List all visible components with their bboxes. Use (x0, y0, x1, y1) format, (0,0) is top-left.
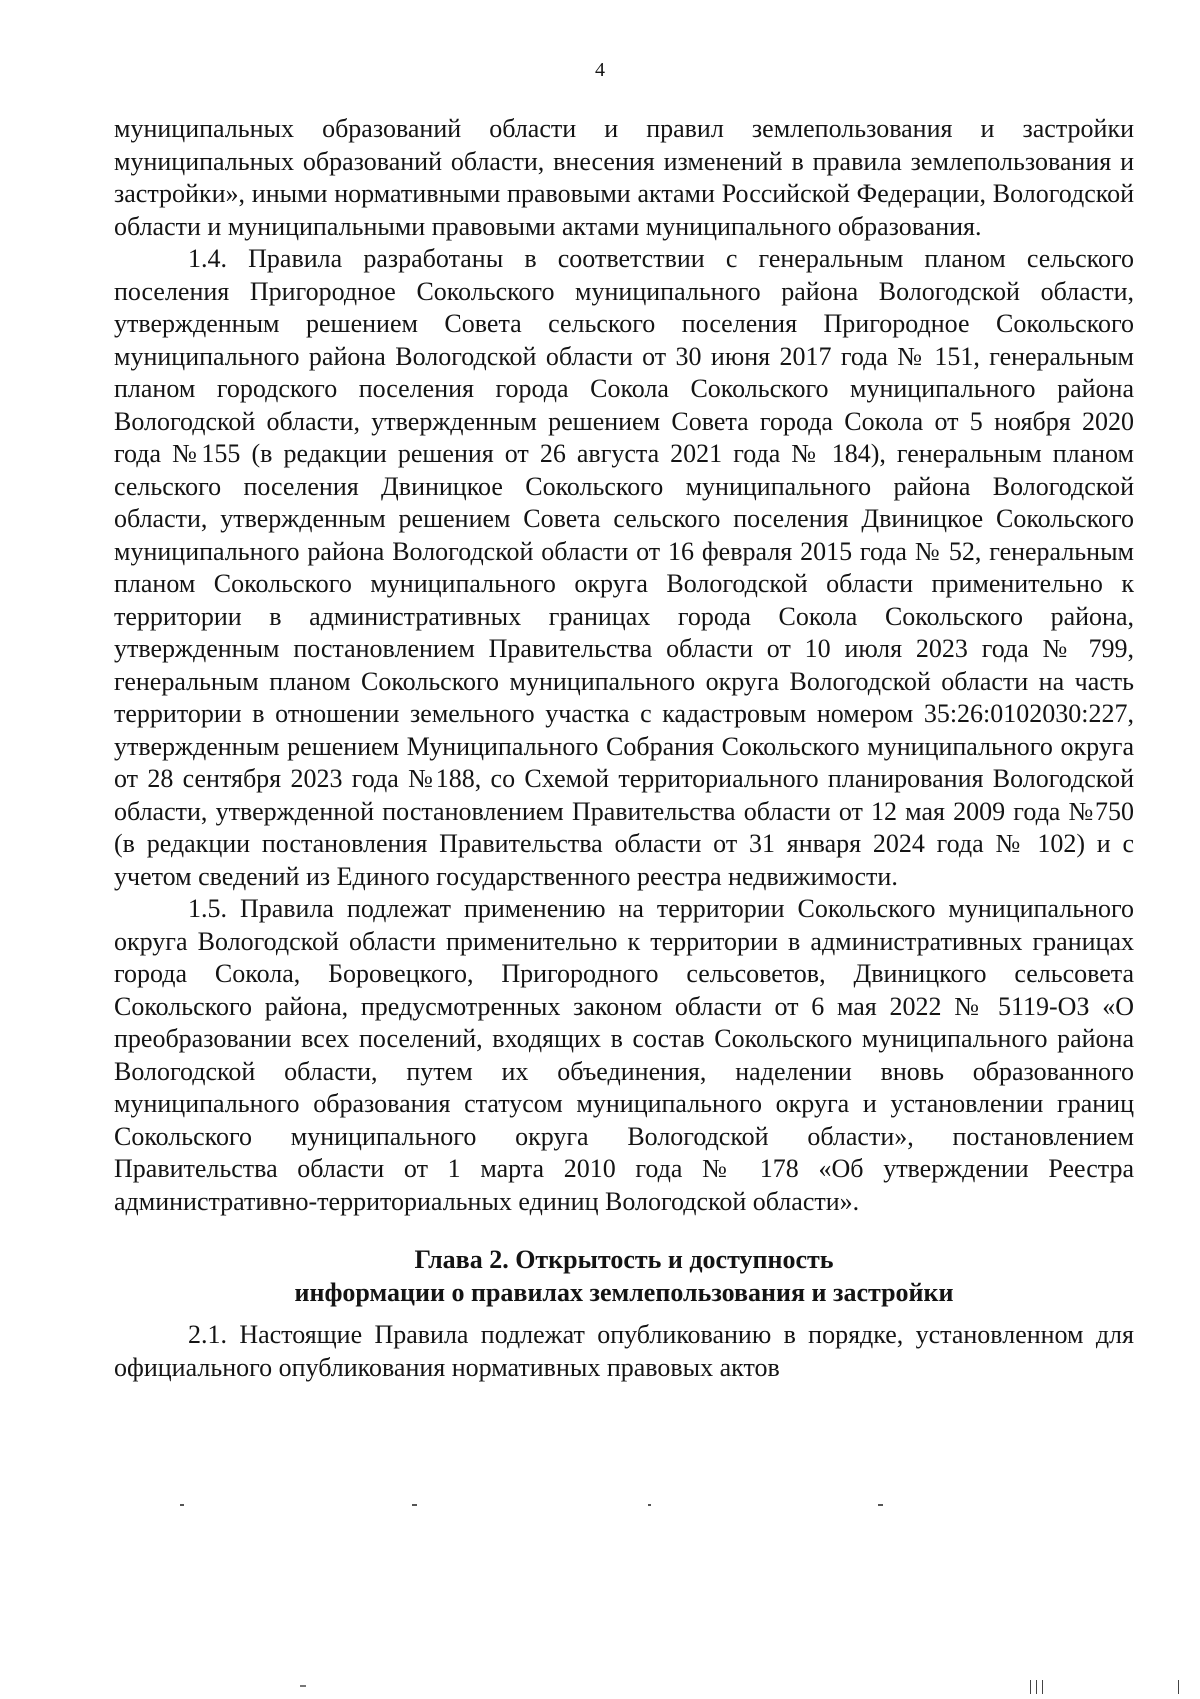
chapter-title-line-1: Глава 2. Открытость и доступность (414, 1245, 834, 1274)
scan-artifact-marks (0, 1504, 1200, 1510)
document-body (114, 113, 1134, 1384)
chapter-2-heading (114, 1244, 1134, 1309)
paragraph-1-4: 1.4. Правила разработаны в соответствии с генеральным планом сельского поселения Пригородное Сокольского муниципального района Вологодской области, утвержденным решением Совета сельского поселения Пригородное Сокольского муниципального района Вологодской области от 30 июня 2017 года № 151, генеральным планом городского поселения города Сокола Сокольского муниципального района Вологодской области, утвержденным решением Совета города Сокола от 5 ноября 2020 года №155 (в редакции решения от 26 августа 2021 года № 184), генеральным планом сельского поселения Двиницкое Сокольского муниципального района Вологодской области, утвержденным решением Совета сельского поселения Двиницкое Сокольского муниципального района Вологодской области от 16 февраля 2015 года № 52, генеральным планом Сокольского муниципального округа Вологодской области применительно к территории в административных границах города Сокола Сокольского района, утвержденным постановлением Правительства области от 10 июля 2023 года № 799, генеральным планом Сокольского муниципального округа Вологодской области на часть территории в отношении земельного участка с кадастровым номером 35:26:0102030:227, утвержденным решением Муниципального Собрания Сокольского муниципального округа от 28 сентября 2023 года №188, со Схемой территориального планирования Вологодской области, утвержденной постановлением Правительства области от 12 мая 2009 года №750 (в редакции постановления Правительства области от 31 января 2024 года № 102) и с учетом сведений из Единого государственного реестра недвижимости. (114, 244, 1134, 891)
paragraph-2-1: 2.1. Настоящие Правила подлежат опубликованию в порядке, установленном для официального опубликования нормативных правовых актов (114, 1320, 1134, 1382)
paragraph-1-5: 1.5. Правила подлежат применению на территории Сокольского муниципального округа Вологодской области применительно к территории в административных границах города Сокола, Боровецкого, Пригородного сельсоветов, Двиницкого сельсовета Сокольского района, предусмотренных законом области от 6 мая 2022 № 5119-ОЗ «О преобразовании всех поселений, входящих в состав Сокольского муниципального района Вологодской области, путем их объединения, наделении вновь образованного муниципального образования статусом муниципального округа и установлении границ Сокольского муниципального округа Вологодской области», постановлением Правительства области от 1 марта 2010 года № 178 «Об утверждении Реестра административно-территориальных единиц Вологодской области». (114, 894, 1134, 1216)
chapter-title-line-2: информации о правилах землепользования и застройки (294, 1277, 954, 1307)
page-number: 4 (595, 59, 605, 81)
scan-artifact-dash (300, 1685, 306, 1687)
paragraph-continuation: муниципальных образований области и правил землепользования и застройки муниципальных образований области, внесения изменений в правила землепользования и застройки», иными нормативными правовыми актами Российской Федерации, Вологодской области и муниципальными правовыми актами муниципального образования. (114, 114, 1134, 241)
scan-artifact-edge-tick (1178, 1680, 1184, 1694)
scan-artifact-ticks (1030, 1680, 1048, 1694)
